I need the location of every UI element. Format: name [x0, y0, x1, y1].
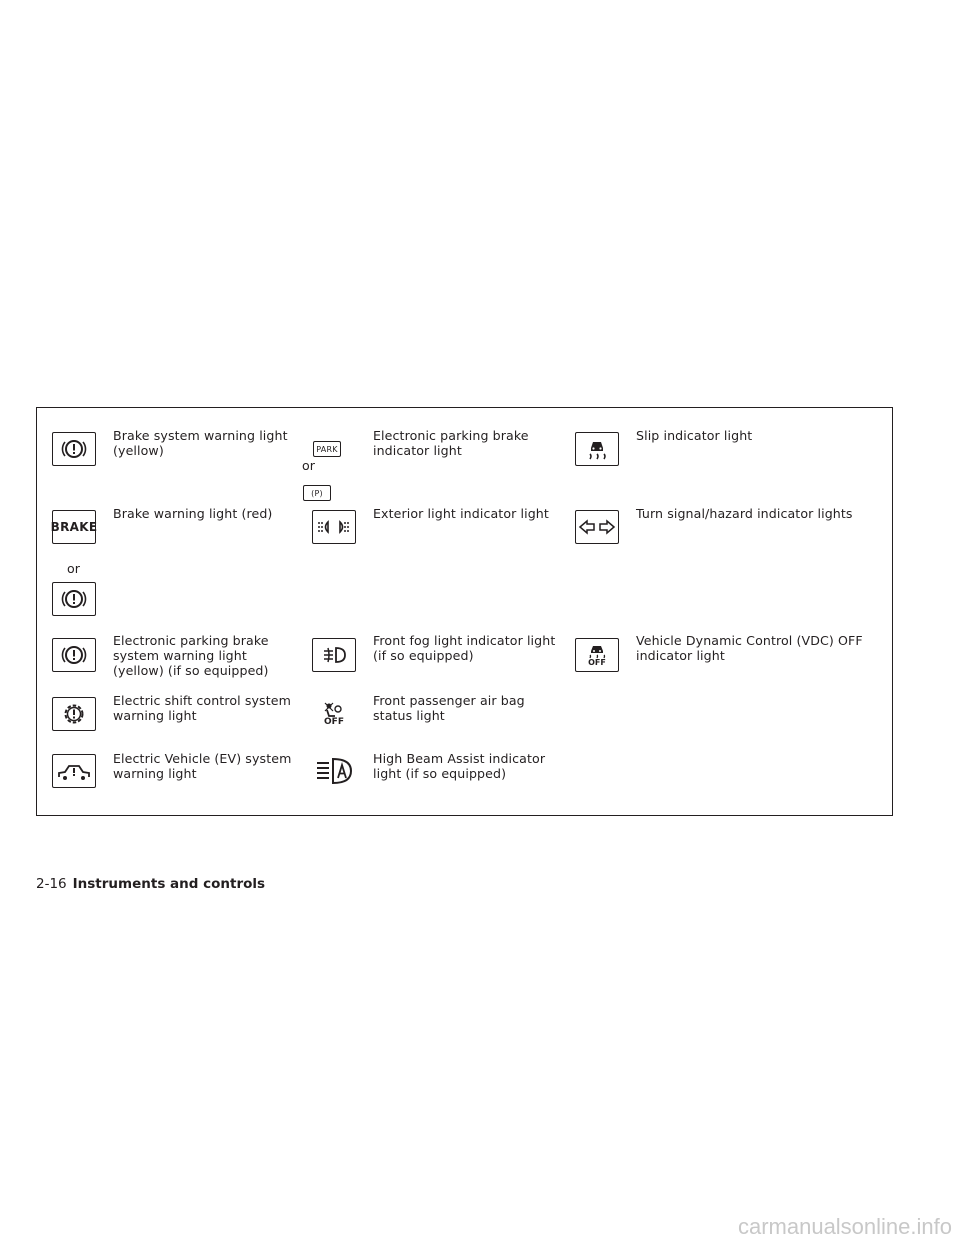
electronic-parking-brake-warning-icon: [52, 638, 96, 672]
park-text-icon: [313, 441, 341, 457]
exterior-light-label: Exterior light indicator light: [373, 506, 549, 521]
park-text: PARK: [316, 444, 338, 454]
front-fog-light-icon: [312, 638, 356, 672]
airbag-off-text: OFF: [324, 716, 344, 727]
or-text: or: [302, 458, 315, 473]
turn-signal-icon: [575, 510, 619, 544]
brake-text: BRAKE: [50, 520, 98, 534]
high-beam-assist-icon: [312, 754, 356, 788]
p-text: (P): [311, 488, 323, 498]
vdc-off-text: OFF: [588, 658, 606, 667]
brake-text-icon: [52, 510, 96, 544]
brake-warning-red-icon: [52, 582, 96, 616]
section-title: Instruments and controls: [72, 876, 266, 892]
brake-system-yellow-label: Brake system warning light (yellow): [113, 428, 288, 458]
vdc-label: Vehicle Dynamic Control (VDC) OFF indicator light: [636, 633, 863, 663]
airbag-label: Front passenger air bag status light: [373, 693, 525, 723]
brake-red-label: Brake warning light (red): [113, 506, 273, 521]
page-footer: [36, 876, 265, 892]
brake-system-warning-icon: [52, 432, 96, 466]
page-number: 2-16: [36, 876, 67, 892]
p-circle-icon: [303, 485, 331, 501]
turn-label: Turn signal/hazard indicator lights: [636, 506, 853, 521]
passenger-airbag-off-icon: [312, 697, 356, 731]
ev-label: Electric Vehicle (EV) system warning light: [113, 751, 292, 781]
shift-control-gear-icon: [52, 697, 96, 731]
fog-label: Front fog light indicator light (if so equipped): [373, 633, 556, 663]
epb-yellow-label: Electronic parking brake system warning light (yellow) (if so equipped): [113, 633, 269, 678]
exterior-light-icon: [312, 510, 356, 544]
watermark: carmanualsonline.info: [737, 1214, 952, 1239]
ev-system-car-icon: [52, 754, 96, 788]
slip-label: Slip indicator light: [636, 428, 753, 443]
vdc-off-icon: [575, 638, 619, 672]
slip-indicator-icon: [575, 432, 619, 466]
shift-label: Electric shift control system warning light: [113, 693, 291, 723]
or-text: or: [67, 561, 80, 576]
hba-label: High Beam Assist indicator light (if so equipped): [373, 751, 546, 781]
epb-indicator-label: Electronic parking brake indicator light: [373, 428, 529, 458]
